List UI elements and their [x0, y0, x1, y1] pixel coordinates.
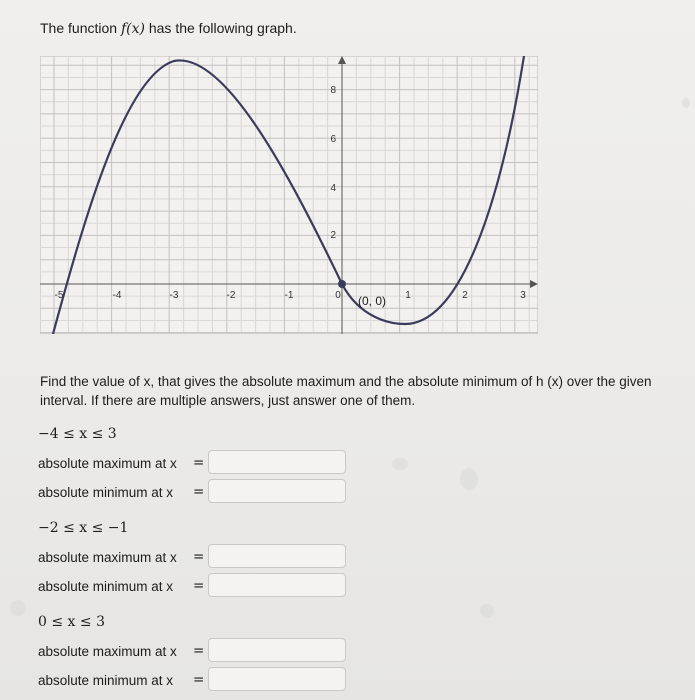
origin-point-label: (0, 0)	[358, 294, 387, 308]
interval-label: −4 ≤ x ≤ 3	[38, 426, 117, 442]
intro-text	[40, 20, 297, 37]
background-smudge	[682, 98, 690, 108]
absolute-min-input[interactable]	[208, 667, 346, 691]
absolute-min-label: absolute minimum at x	[38, 485, 174, 500]
equals-sign: =	[193, 643, 205, 659]
equals-sign: =	[193, 484, 205, 500]
absolute-min-row	[38, 667, 358, 696]
absolute-max-label: absolute maximum at x	[38, 456, 177, 471]
x-tick-label: -5	[54, 290, 64, 301]
background-smudge	[460, 468, 478, 490]
x-tick-label: 1	[405, 290, 411, 301]
y-tick-label: 6	[330, 134, 336, 145]
interval-label: −2 ≤ x ≤ −1	[38, 520, 129, 536]
absolute-max-input[interactable]	[208, 450, 346, 474]
question-text: Find the value of x, that gives the absolute maximum and the absolute minimum of h (x) over the given interval. If there are multiple answers, just answer one of them.	[40, 374, 652, 408]
y-tick-label: 2	[330, 230, 336, 241]
x-tick-label: -2	[226, 290, 236, 301]
function-graph	[40, 56, 538, 334]
absolute-min-input[interactable]	[208, 479, 346, 503]
background-smudge	[480, 604, 494, 618]
absolute-max-input[interactable]	[208, 544, 346, 568]
background-smudge	[10, 600, 26, 616]
section-interval-2	[38, 520, 358, 602]
absolute-min-label: absolute minimum at x	[38, 579, 174, 594]
function-name: f(x)	[120, 21, 145, 37]
equals-sign: =	[193, 578, 205, 594]
absolute-max-label: absolute maximum at x	[38, 550, 177, 565]
intro-suffix: has the following graph.	[148, 20, 297, 36]
absolute-max-row	[38, 450, 358, 479]
absolute-max-input[interactable]	[208, 638, 346, 662]
interval-label: 0 ≤ x ≤ 3	[38, 614, 105, 630]
section-interval-1	[38, 426, 358, 508]
x-tick-label: 0	[335, 290, 341, 301]
absolute-max-row	[38, 544, 358, 573]
x-tick-label: -1	[284, 290, 294, 301]
absolute-max-label: absolute maximum at x	[38, 644, 177, 659]
equals-sign: =	[193, 455, 205, 471]
absolute-min-input[interactable]	[208, 573, 346, 597]
absolute-min-label: absolute minimum at x	[38, 673, 174, 688]
x-tick-label: 2	[462, 290, 468, 301]
origin-point	[338, 280, 346, 288]
y-tick-label: 8	[330, 85, 336, 96]
absolute-min-row	[38, 479, 358, 508]
equals-sign: =	[193, 672, 205, 688]
background-smudge	[392, 458, 408, 470]
graph-svg	[40, 56, 538, 334]
intro-prefix: The function	[40, 20, 118, 36]
equals-sign: =	[193, 549, 205, 565]
absolute-min-row	[38, 573, 358, 602]
x-tick-label: -4	[112, 290, 122, 301]
section-interval-3	[38, 614, 358, 696]
x-tick-label: -3	[169, 290, 179, 301]
x-tick-label: 3	[520, 290, 526, 301]
absolute-max-row	[38, 638, 358, 667]
y-tick-label: 4	[330, 183, 336, 194]
